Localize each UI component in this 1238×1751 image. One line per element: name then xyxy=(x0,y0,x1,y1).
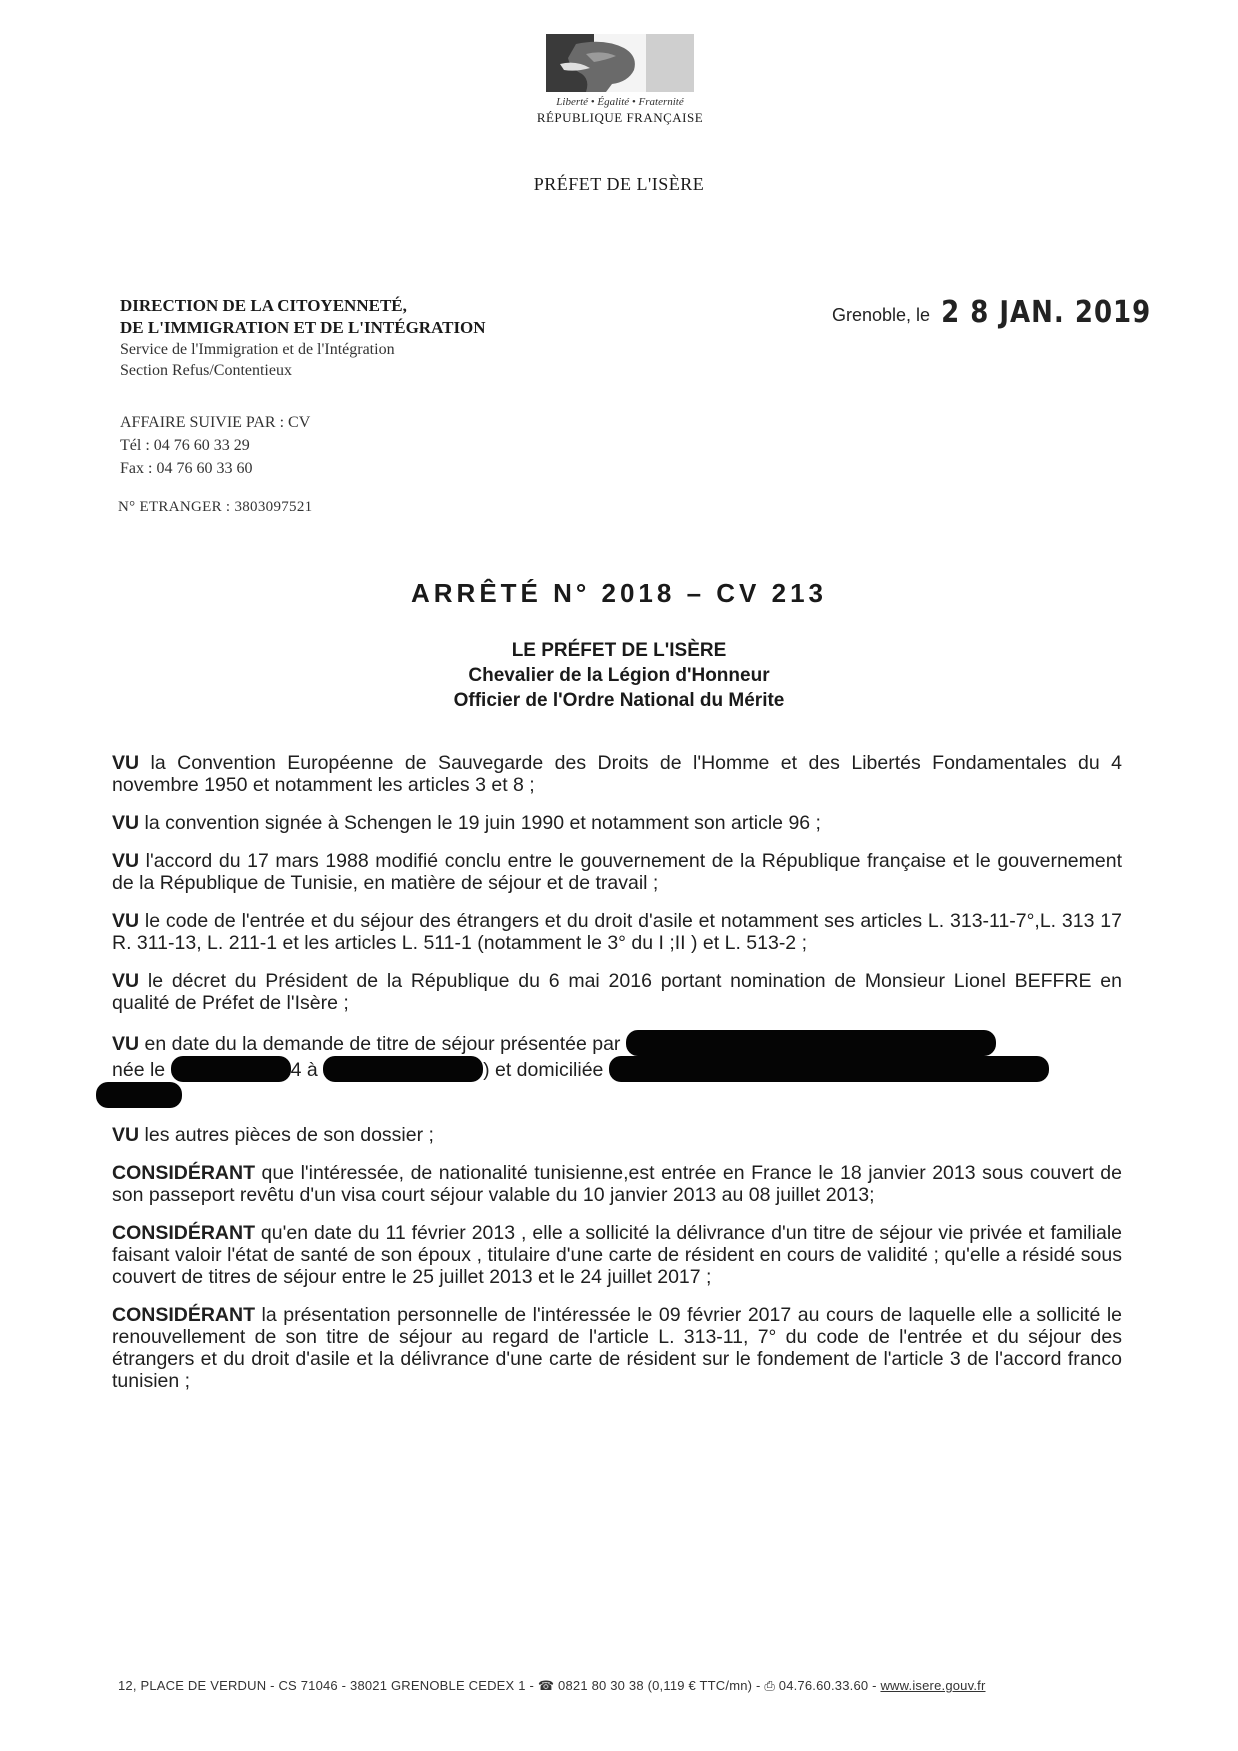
paragraph-keyword: VU xyxy=(112,752,140,774)
etranger-number: N° ETRANGER : 3803097521 xyxy=(118,499,313,515)
paragraph-text: la Convention Européenne de Sauvegarde des Droits de l'Homme et des Libertés Fondamentales du 4 novembre 1950 et notamment les articles 3 et 8 ; xyxy=(112,752,1122,796)
date-line xyxy=(832,295,1152,331)
paragraph-considerant-presentation xyxy=(112,1304,1122,1392)
paragraph-text: 4 à xyxy=(290,1059,318,1081)
paragraph-keyword: VU xyxy=(112,850,140,872)
redaction-bar xyxy=(323,1056,483,1082)
paragraph-vu-accord xyxy=(112,850,1122,894)
fax-icon: ⎙ xyxy=(764,1678,775,1693)
republic-motto: Liberté • Égalité • Fraternité xyxy=(556,96,684,108)
paragraph-keyword: CONSIDÉRANT xyxy=(112,1162,256,1184)
paragraph-text: l'accord du 17 mars 1988 modifié conclu entre le gouvernement de la République française et le gouvernement de la République de Tunisie, en matière de séjour et de travail ; xyxy=(112,850,1122,894)
marianne-logo-icon xyxy=(546,34,694,92)
republique-logo xyxy=(530,34,710,126)
redaction-bar xyxy=(96,1082,182,1108)
fax-number: Fax : 04 76 60 33 60 xyxy=(120,460,253,477)
affaire-suivie: AFFAIRE SUIVIE PAR : CV xyxy=(120,414,311,431)
direction-line-1: DIRECTION DE LA CITOYENNETÉ, xyxy=(120,296,407,315)
paragraph-text: ) et domiciliée xyxy=(483,1059,604,1081)
footer-phone: 0821 80 30 38 (0,119 € TTC/mn) - xyxy=(558,1678,761,1693)
paragraph-vu-convention xyxy=(112,752,1122,796)
service-name: Service de l'Immigration et de l'Intégration xyxy=(120,341,395,358)
date-place: Grenoble, le xyxy=(832,305,931,325)
paragraph-text: née le xyxy=(112,1059,166,1081)
footer-address: 12, PLACE DE VERDUN - CS 71046 - 38021 GRENOBLE CEDEX 1 - xyxy=(118,1678,535,1693)
paragraph-vu-code xyxy=(112,910,1122,954)
paragraph-text: la présentation personnelle de l'intéressée le 09 février 2017 au cours de laquelle elle a sollicité le renouvellement de son titre de séjour au regard de l'article L. 313-11, 7° du code de l'entrée et du séjour des étrangers et du droit d'asile et la délivrance d'une carte de résident sur le fondement de l'article 3 de l'accord franco tunisien ; xyxy=(112,1304,1122,1392)
date-stamp: 2 8 JAN. 2019 xyxy=(941,295,1152,331)
paragraph-keyword: VU xyxy=(112,812,140,834)
paragraph-keyword: VU xyxy=(112,1124,140,1146)
legion-honneur: Chevalier de la Légion d'Honneur xyxy=(468,665,770,686)
ordre-merite: Officier de l'Ordre National du Mérite xyxy=(453,690,785,711)
paragraph-text: qu'en date du 11 février 2013 , elle a sollicité la délivrance d'un titre de séjour vie privée et familiale faisant valoir l'état de santé de son époux , titulaire d'une carte de résident en cours de validité ; qu'elle a résidé sous couvert de titres de séjour entre le 25 juillet 2013 et le 24 juillet 2017 ; xyxy=(112,1222,1122,1288)
paragraph-text: le décret du Président de la République du 6 mai 2016 portant nomination de Monsieur Lionel BEFFRE en qualité de Préfet de l'Isère ; xyxy=(112,970,1122,1014)
paragraph-vu-demande xyxy=(112,1030,1122,1108)
republique-francaise: RÉPUBLIQUE FRANÇAISE xyxy=(536,110,704,125)
paragraph-vu-decret xyxy=(112,970,1122,1014)
paragraph-text: que l'intéressée, de nationalité tunisienne,est entrée en France le 18 janvier 2013 sous couvert de son passeport revêtu d'un visa court séjour valable du 10 janvier 2013 au 08 juillet 2013; xyxy=(112,1162,1122,1206)
paragraph-keyword: CONSIDÉRANT xyxy=(112,1222,256,1244)
footer xyxy=(118,1678,986,1694)
prefet-titles xyxy=(0,638,1238,713)
telephone-number: Tél : 04 76 60 33 29 xyxy=(120,437,250,454)
redaction-bar xyxy=(626,1030,996,1056)
paragraph-vu-pieces xyxy=(112,1124,1122,1146)
direction-line-2: DE L'IMMIGRATION ET DE L'INTÉGRATION xyxy=(120,318,486,337)
paragraph-text: en date du la demande de titre de séjour présentée par xyxy=(139,1033,621,1055)
paragraph-keyword: VU xyxy=(112,910,140,932)
paragraph-keyword: VU xyxy=(112,970,140,992)
redaction-bar xyxy=(609,1056,1049,1082)
paragraph-considerant-entree xyxy=(112,1162,1122,1206)
arrete-body xyxy=(112,752,1122,1408)
paragraph-text: la convention signée à Schengen le 19 juin 1990 et notamment son article 96 ; xyxy=(139,812,821,834)
contact-block xyxy=(120,411,310,480)
paragraph-vu-schengen xyxy=(112,812,1122,834)
paragraph-keyword: CONSIDÉRANT xyxy=(112,1304,256,1326)
section-name: Section Refus/Contentieux xyxy=(120,362,292,379)
sender-block xyxy=(120,295,486,381)
redaction-bar xyxy=(171,1056,291,1082)
paragraph-considerant-titre xyxy=(112,1222,1122,1288)
telephone-icon: ☎ xyxy=(537,1678,555,1693)
prefet-name: LE PRÉFET DE L'ISÈRE xyxy=(511,640,727,661)
paragraph-text: le code de l'entrée et du séjour des étrangers et du droit d'asile et notamment ses articles L. 313-11-7°,L. 313 17 R. 311-13, L. 211-1 et les articles L. 511-1 (notamment le 3° du I ;II ) et L. 513-2 ; xyxy=(112,910,1122,954)
arrete-title: ARRÊTÉ N° 2018 – CV 213 xyxy=(411,578,827,608)
footer-website-link[interactable]: www.isere.gouv.fr xyxy=(880,1678,986,1693)
footer-fax: 04.76.60.33.60 - xyxy=(778,1678,877,1693)
paragraph-text: les autres pièces de son dossier ; xyxy=(139,1124,434,1146)
paragraph-keyword: VU xyxy=(112,1033,140,1055)
prefecture-name: PRÉFET DE L'ISÈRE xyxy=(533,174,705,194)
